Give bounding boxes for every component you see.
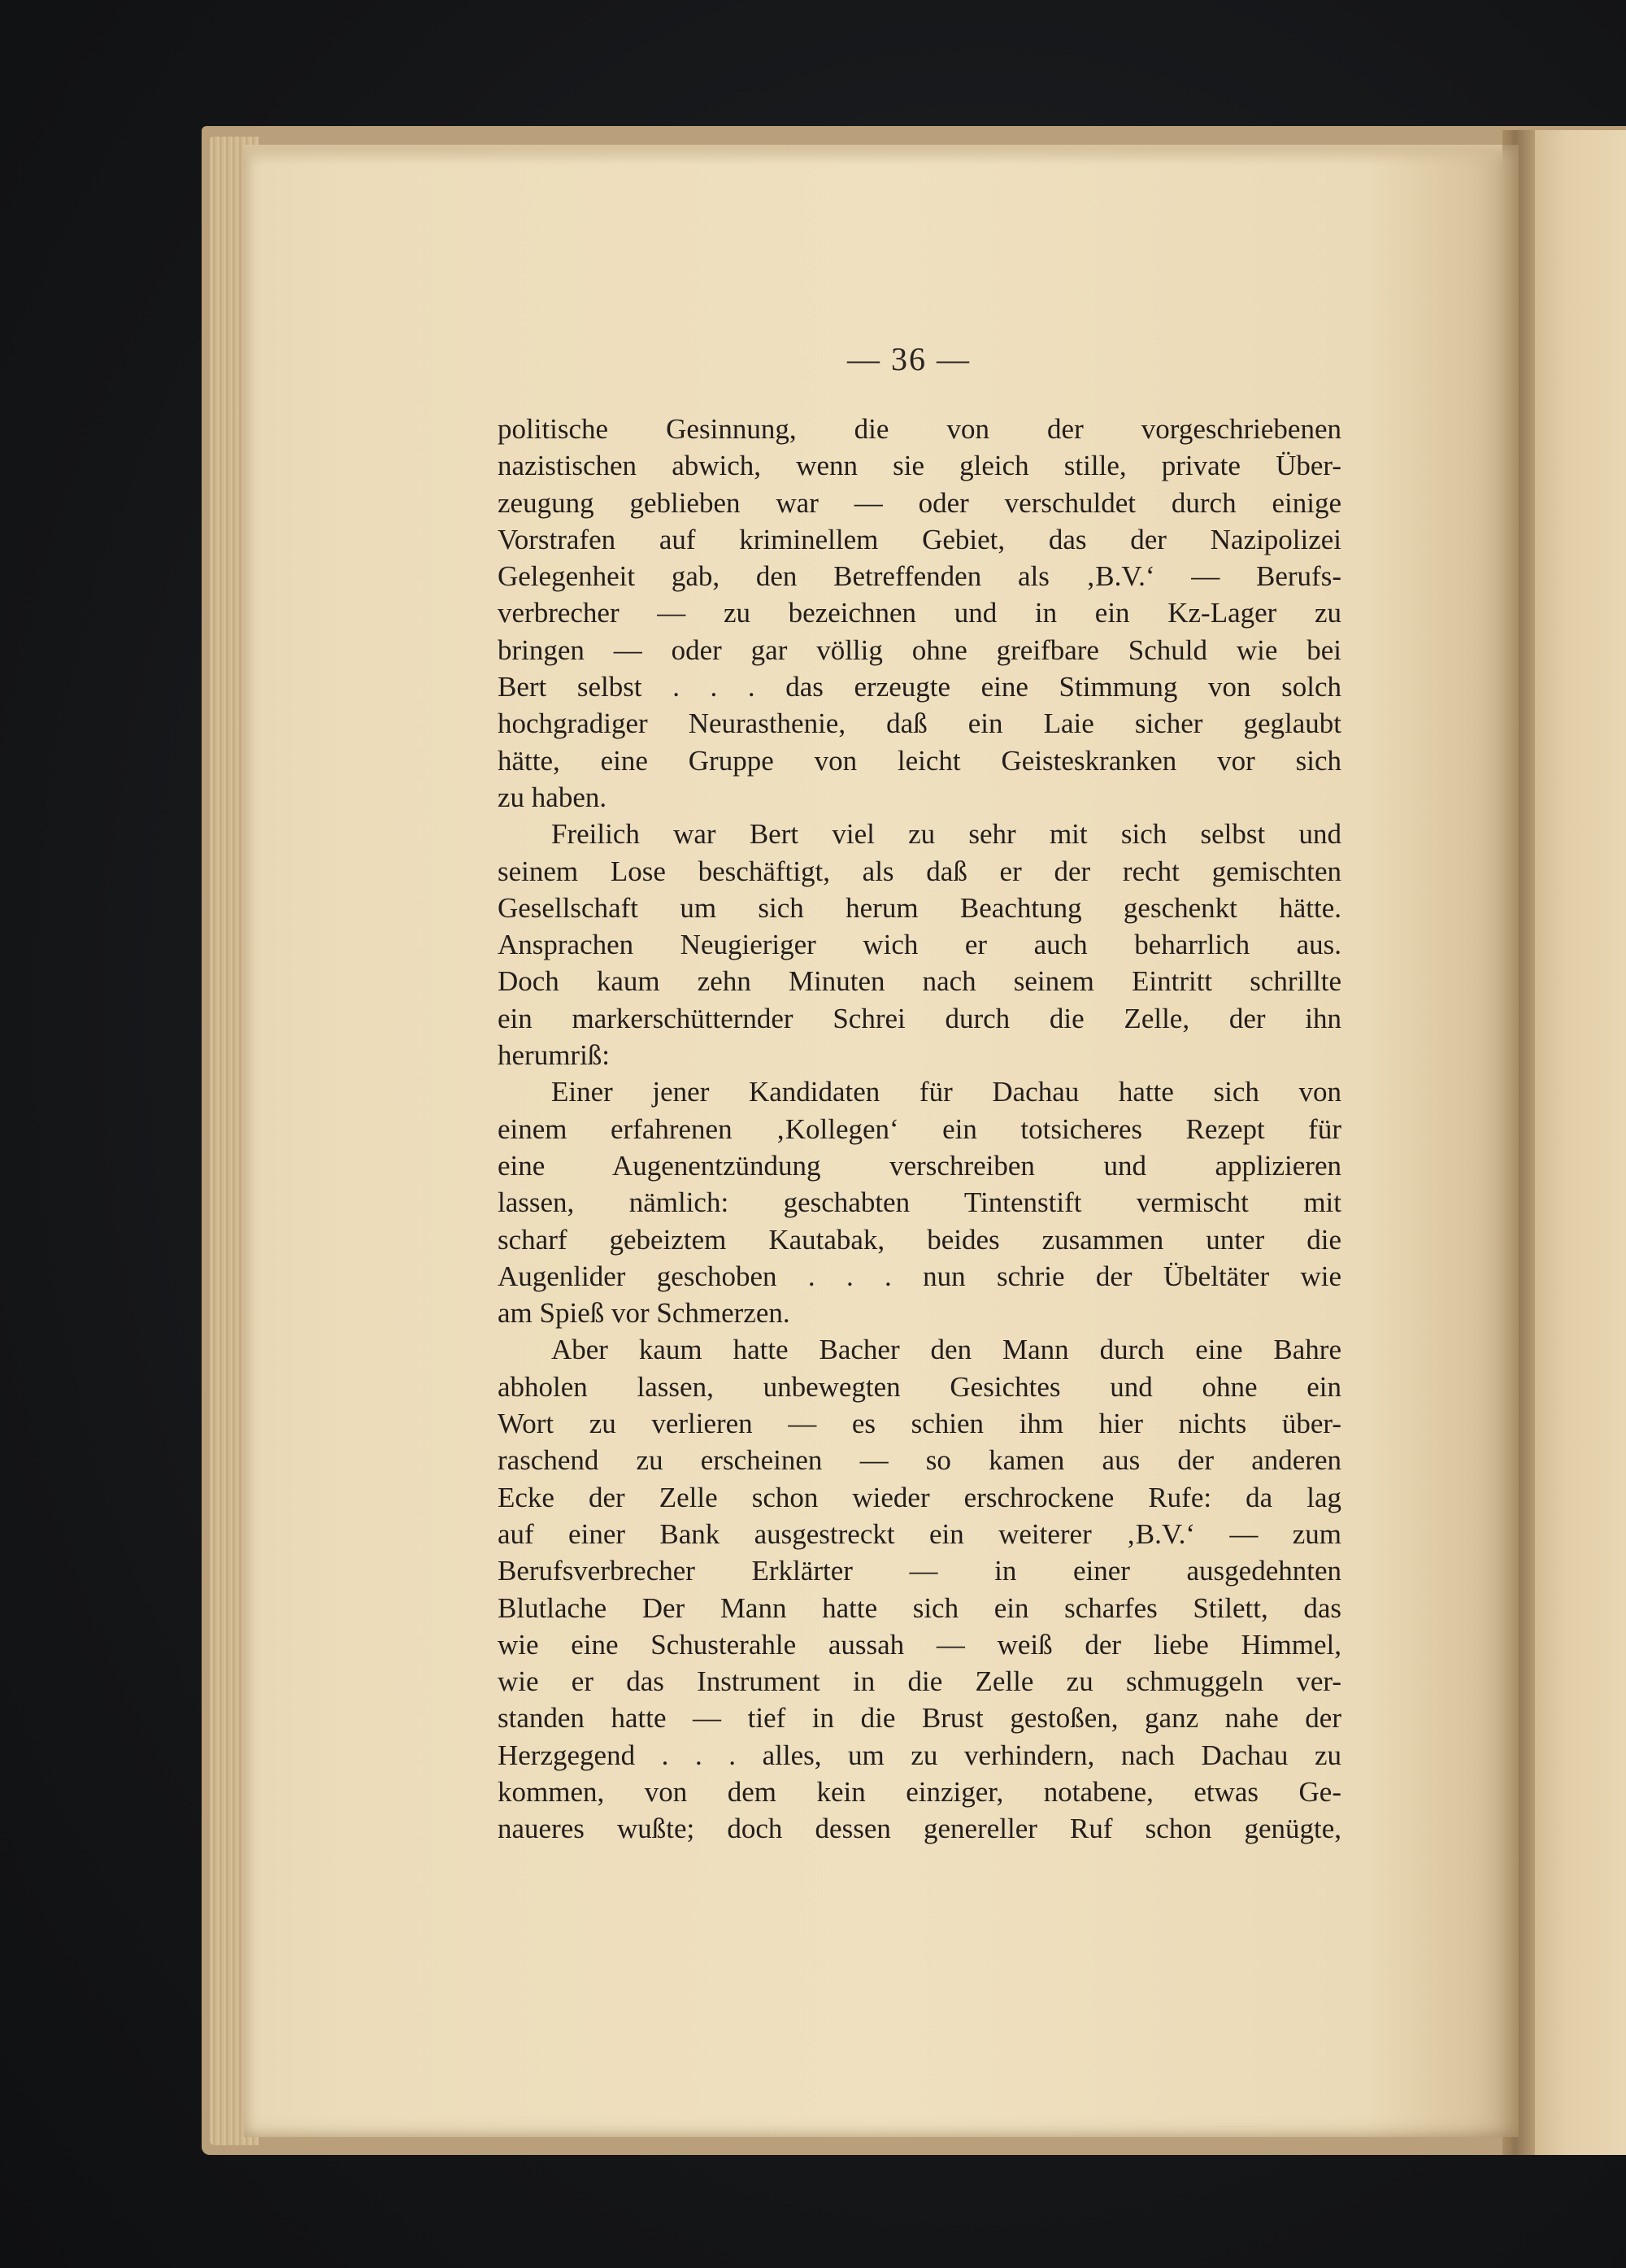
text-line: Doch kaum zehn Minuten nach seinem Eintritt schrillte (498, 965, 1341, 998)
text-line: hochgradiger Neurasthenie, daß ein Laie sicher geglaubt (498, 707, 1341, 740)
text-line: herumriß: (498, 1039, 611, 1072)
text-line: Herzgegend . . . alles, um zu verhindern, nach Dachau zu (498, 1739, 1341, 1771)
text-line: Bert selbst . . . das erzeugte eine Stimmung von solch (498, 671, 1341, 703)
text-line: standen hatte — tief in die Brust gestoßen, ganz nahe der (498, 1702, 1341, 1735)
text-line: eine Augenentzündung verschreiben und applizieren (498, 1149, 1341, 1182)
text-line: Berufsverbrecher Erklärter — in einer ausgedehnten (498, 1555, 1341, 1587)
text-line: Blutlache Der Mann hatte sich ein scharfes Stilett, das (498, 1591, 1341, 1624)
text-line: Gesellschaft um sich herum Beachtung geschenkt hätte. (498, 891, 1341, 924)
text-line: wie er das Instrument in die Zelle zu schmuggeln ver- (498, 1665, 1341, 1698)
text-line: scharf gebeiztem Kautabak, beides zusammen unter die (498, 1223, 1341, 1256)
text-line: seinem Lose beschäftigt, als daß er der recht gemischten (498, 855, 1341, 887)
text-line: zeugung geblieben war — oder verschuldet durch einige (498, 486, 1341, 519)
text-line: Freilich war Bert viel zu sehr mit sich selbst und (551, 818, 1341, 851)
text-line: hätte, eine Gruppe von leicht Geisteskranken vor sich (498, 744, 1341, 777)
text-line: lassen, nämlich: geschabten Tintenstift vermischt mit (498, 1186, 1341, 1219)
text-line: Wort zu verlieren — es schien ihm hier nichts über- (498, 1408, 1341, 1440)
text-line: Ecke der Zelle schon wieder erschrockene Rufe: da lag (498, 1481, 1341, 1513)
text-line: nazistischen abwich, wenn sie gleich stille, private Über- (498, 450, 1341, 482)
text-line: Einer jener Kandidaten für Dachau hatte sich von (551, 1076, 1341, 1108)
text-line: verbrecher — zu bezeichnen und in ein Kz-Lager zu (498, 597, 1341, 629)
text-line: wie eine Schusterahle aussah — weiß der liebe Himmel, (498, 1628, 1341, 1661)
text-line: zu haben. (498, 781, 607, 813)
text-line: kommen, von dem kein einziger, notabene, etwas Ge- (498, 1775, 1341, 1808)
text-line: auf einer Bank ausgestreckt ein weiterer ‚B.V.‘ — zum (498, 1517, 1341, 1550)
text-line: naueres wußte; doch dessen genereller Ruf schon genügte, (498, 1813, 1341, 1845)
text-line: einem erfahrenen ‚Kollegen‘ ein totsicheres Rezept für (498, 1112, 1341, 1145)
text-line: politische Gesinnung, die von der vorgeschriebenen (498, 413, 1341, 445)
text-line: raschend zu erscheinen — so kamen aus der anderen (498, 1444, 1341, 1477)
text-line: bringen — oder gar völlig ohne greifbare Schuld wie bei (498, 633, 1341, 666)
text-line: Aber kaum hatte Bacher den Mann durch eine Bahre (551, 1334, 1341, 1366)
text-line: Augenlider geschoben . . . nun schrie der Übeltäter wie (498, 1260, 1341, 1292)
page-top-edge (244, 145, 1502, 164)
text-line: Vorstrafen auf kriminellem Gebiet, das der Nazipolizei (498, 523, 1341, 555)
text-line: ein markerschütternder Schrei durch die Zelle, der ihn (498, 1002, 1341, 1034)
page-body-text (498, 411, 1341, 1848)
text-line: Ansprachen Neugieriger wich er auch beharrlich aus. (498, 929, 1341, 961)
page-number: — 36 — (847, 341, 971, 377)
facing-page (1528, 130, 1626, 2155)
text-line: abholen lassen, unbewegten Gesichtes und ohne ein (498, 1370, 1341, 1403)
text-line: am Spieß vor Schmerzen. (498, 1297, 790, 1330)
text-line: Gelegenheit gab, den Betreffenden als ‚B.V.‘ — Berufs- (498, 560, 1341, 593)
